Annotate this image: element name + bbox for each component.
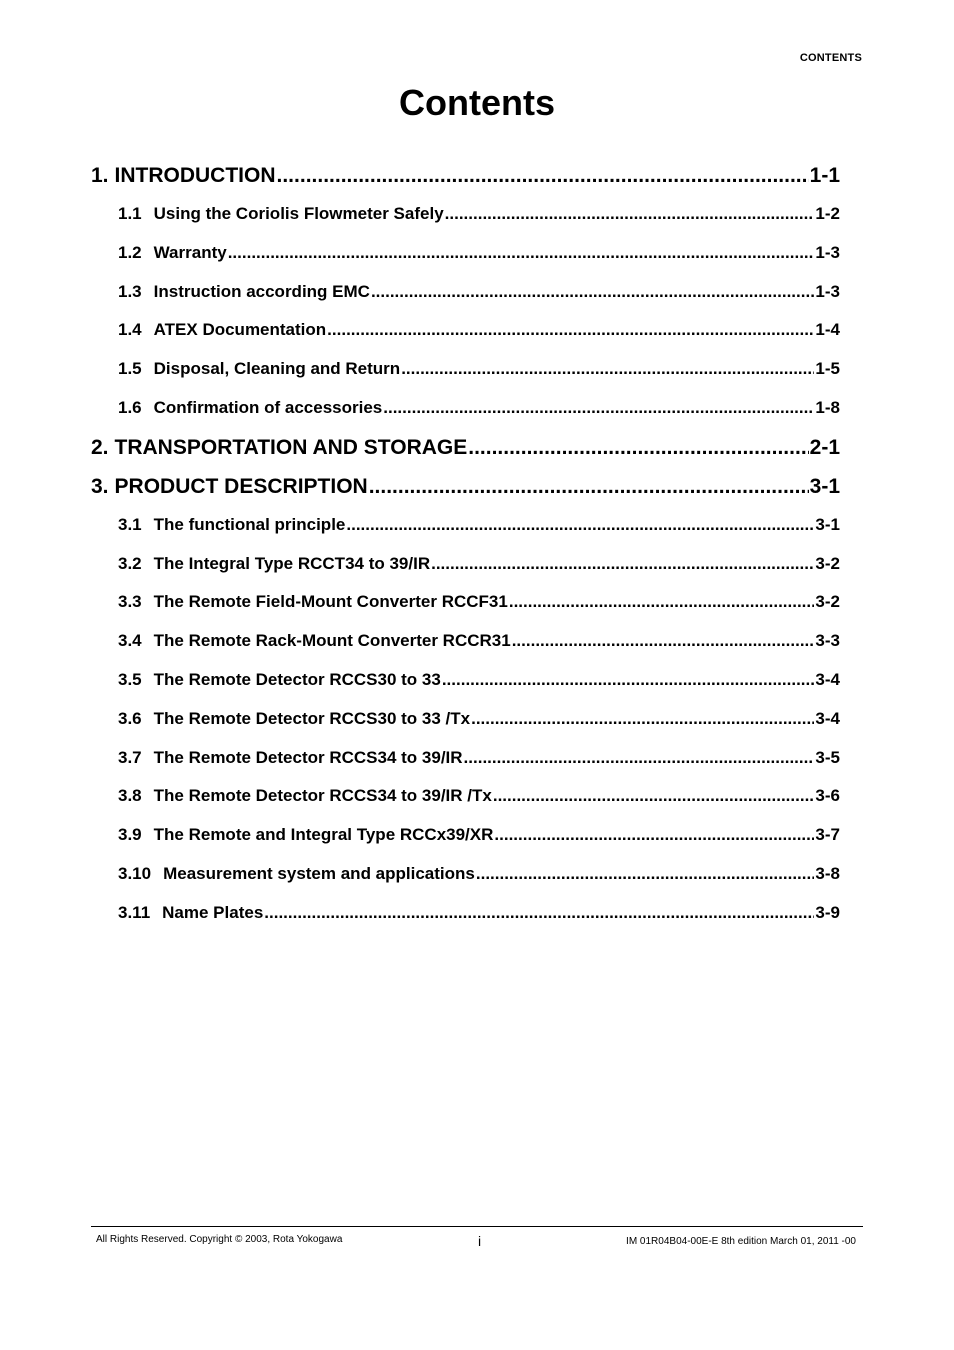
toc-entry-number: 3.8 — [118, 786, 142, 806]
toc-section-entry[interactable] — [91, 506, 840, 545]
toc-entry-page: 1-8 — [815, 397, 840, 417]
toc-entry-page: 3-2 — [815, 553, 840, 573]
toc-dot-leader — [277, 156, 809, 195]
toc-entry-title: The Remote Field-Mount Converter RCCF31 — [153, 592, 508, 612]
toc-entry-page: 1-5 — [815, 359, 840, 379]
toc-entry-page: 3-8 — [815, 863, 840, 883]
toc-entry-number: 3.9 — [118, 825, 142, 845]
toc-entry-title: PRODUCT DESCRIPTION — [114, 474, 368, 498]
toc-entry-title: The Integral Type RCCT34 to 39/IR — [153, 553, 431, 573]
toc-entry-number: 1.1 — [118, 204, 142, 223]
toc-entry-page: 3-4 — [815, 669, 840, 689]
toc-section-entry[interactable] — [91, 816, 840, 855]
toc-entry-number: 3.1 — [118, 514, 142, 534]
footer-copyright: All Rights Reserved. Copyright © 2003, Rota Yokogawa — [96, 1234, 343, 1245]
toc-entry-page: 1-2 — [815, 204, 840, 223]
toc-dot-leader — [327, 311, 814, 350]
toc-dot-leader — [445, 195, 815, 234]
toc-entry-page: 1-3 — [815, 242, 840, 262]
toc-entry-page: 3-3 — [815, 631, 840, 651]
toc-dot-leader — [442, 661, 815, 700]
toc-section-entry[interactable] — [91, 661, 840, 700]
toc-dot-leader — [471, 700, 814, 739]
toc-entry-page: 3-6 — [815, 786, 840, 806]
toc-entry-number: 1. — [91, 164, 109, 187]
toc-entry-page: 3-1 — [815, 514, 840, 534]
toc-dot-leader — [493, 777, 815, 816]
toc-entry-number: 3.3 — [118, 592, 142, 612]
toc-dot-leader — [264, 894, 814, 933]
toc-section-entry[interactable] — [91, 622, 840, 661]
toc-section-entry[interactable] — [91, 583, 840, 622]
toc-entry-number: 3.7 — [118, 747, 142, 767]
toc-entry-number: 3.6 — [118, 708, 142, 728]
toc-section-entry[interactable] — [91, 234, 840, 273]
toc-chapter-entry[interactable] — [91, 156, 840, 195]
toc-dot-leader — [512, 622, 815, 661]
toc-section-entry[interactable] — [91, 195, 840, 234]
toc-entry-page: 3-7 — [815, 825, 840, 845]
toc-entry-title: The Remote Detector RCCS34 to 39/IR /Tx — [153, 786, 492, 806]
table-of-contents — [91, 156, 840, 933]
toc-section-entry[interactable] — [91, 894, 840, 933]
toc-entry-number: 3.4 — [118, 631, 142, 651]
toc-section-entry[interactable] — [91, 739, 840, 778]
toc-entry-title: Disposal, Cleaning and Return — [153, 359, 401, 379]
toc-entry-title: Name Plates — [162, 902, 264, 922]
footer-document-info: IM 01R04B04-00E-E 8th edition March 01, 2011 -00 — [626, 1236, 856, 1247]
toc-entry-title: The Remote Detector RCCS34 to 39/IR — [153, 747, 463, 767]
toc-dot-leader — [464, 739, 815, 778]
toc-entry-title: ATEX Documentation — [153, 320, 327, 340]
toc-entry-number: 1.3 — [118, 281, 142, 301]
toc-dot-leader — [228, 234, 815, 273]
toc-entry-number: 3.5 — [118, 669, 142, 689]
toc-entry-title: INTRODUCTION — [114, 164, 276, 187]
toc-entry-number: 3.10 — [118, 863, 152, 883]
toc-entry-title: Using the Coriolis Flowmeter Safely — [153, 204, 444, 223]
toc-chapter-entry[interactable] — [91, 467, 840, 506]
toc-entry-number: 1.4 — [118, 320, 142, 340]
toc-entry-page: 3-2 — [815, 592, 840, 612]
toc-entry-number: 1.2 — [118, 242, 142, 262]
toc-section-entry[interactable] — [91, 350, 840, 389]
footer-page-number: i — [478, 1233, 482, 1249]
toc-dot-leader — [494, 816, 814, 855]
toc-section-entry[interactable] — [91, 855, 840, 894]
toc-entry-number: 1.5 — [118, 359, 142, 379]
running-header: CONTENTS — [799, 52, 862, 64]
toc-entry-page: 3-4 — [815, 708, 840, 728]
toc-entry-page: 3-1 — [809, 474, 840, 498]
toc-dot-leader — [383, 389, 814, 428]
page-title: Contents — [399, 82, 555, 123]
toc-section-entry[interactable] — [91, 545, 840, 584]
toc-entry-page: 1-1 — [809, 164, 840, 187]
toc-section-entry[interactable] — [91, 700, 840, 739]
toc-entry-title: The Remote Detector RCCS30 to 33 /Tx — [153, 708, 471, 728]
toc-entry-page: 3-9 — [815, 902, 840, 922]
toc-entry-title: TRANSPORTATION AND STORAGE — [114, 435, 468, 459]
toc-dot-leader — [476, 855, 815, 894]
toc-entry-title: The Remote and Integral Type RCCx39/XR — [153, 825, 494, 845]
toc-dot-leader — [509, 583, 815, 622]
toc-entry-title: Warranty — [153, 242, 227, 262]
toc-dot-leader — [468, 428, 808, 467]
toc-section-entry[interactable] — [91, 389, 840, 428]
toc-entry-number: 1.6 — [118, 397, 142, 417]
toc-entry-title: Confirmation of accessories — [153, 397, 383, 417]
toc-section-entry[interactable] — [91, 273, 840, 312]
toc-entry-title: Instruction according EMC — [153, 281, 370, 301]
toc-entry-number: 3.11 — [118, 902, 151, 922]
toc-entry-number: 3.2 — [118, 553, 142, 573]
toc-dot-leader — [369, 467, 809, 506]
toc-dot-leader — [401, 350, 814, 389]
toc-section-entry[interactable] — [91, 311, 840, 350]
toc-entry-number: 3. — [91, 474, 109, 498]
toc-section-entry[interactable] — [91, 777, 840, 816]
toc-dot-leader — [371, 273, 814, 312]
toc-entry-number: 2. — [91, 435, 109, 459]
toc-entry-page: 2-1 — [809, 435, 840, 459]
toc-entry-page: 1-3 — [815, 281, 840, 301]
toc-entry-title: The functional principle — [153, 514, 346, 534]
footer-divider — [91, 1226, 863, 1227]
toc-chapter-entry[interactable] — [91, 428, 840, 467]
toc-entry-page: 1-4 — [815, 320, 840, 340]
toc-entry-title: The Remote Rack-Mount Converter RCCR31 — [153, 631, 511, 651]
toc-entry-page: 3-5 — [815, 747, 840, 767]
toc-dot-leader — [431, 545, 814, 584]
toc-dot-leader — [346, 506, 814, 545]
toc-entry-title: The Remote Detector RCCS30 to 33 — [153, 669, 441, 689]
toc-entry-title: Measurement system and applications — [163, 863, 475, 883]
